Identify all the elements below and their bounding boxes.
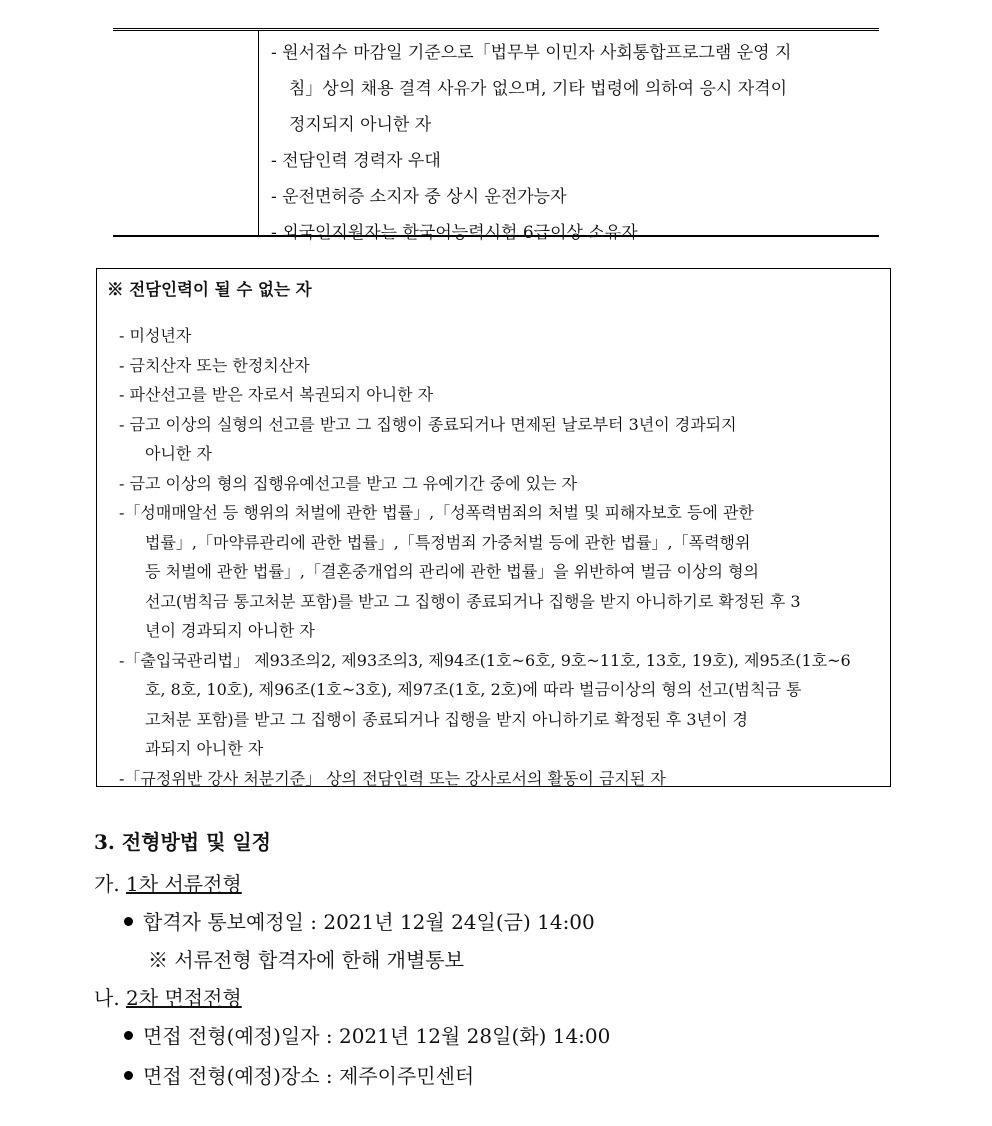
list-item: - 전담인력 경력자 우대 <box>271 151 441 171</box>
document-note <box>148 946 464 974</box>
list-item: 선고(범칙금 통고처분 포함)를 받고 그 집행이 종료되거나 집행을 받지 아니하기로 확정된 후 3 <box>145 591 801 611</box>
list-item <box>124 1022 610 1050</box>
list-item: 정지되지 아니한 자 <box>289 115 432 135</box>
list-item: 년이 경과되지 아니한 자 <box>145 621 315 640</box>
list-item: - 미성년자 <box>119 326 192 345</box>
list-item: 고처분 포함)를 받고 그 집행이 종료되거나 집행을 받지 아니하기로 확정된 후 3년이 경 <box>145 709 748 729</box>
bullet-icon <box>124 1071 133 1080</box>
bullet-icon <box>124 917 133 926</box>
table-column-divider <box>258 31 259 235</box>
disqualification-list <box>119 321 882 793</box>
list-item: - 금고 이상의 실형의 선고를 받고 그 집행이 종료되거나 면제된 날로부터 3년이 경과되지 <box>119 414 737 434</box>
disqualification-title: ※ 전담인력이 될 수 없는 자 <box>107 280 312 299</box>
eligibility-cell <box>271 35 869 251</box>
list-item: - 원서접수 마감일 기준으로「법무부 이민자 사회통합프로그램 운영 지 <box>271 43 792 63</box>
subsection-na <box>94 984 242 1012</box>
subsection-na-prefix: 나. <box>94 986 127 1010</box>
list-item: 아니한 자 <box>145 444 212 463</box>
list-item <box>124 908 595 936</box>
list-item: - 금치산자 또는 한정치산자 <box>119 355 310 375</box>
subsection-ga-prefix: 가. <box>94 872 127 896</box>
list-item: - 금고 이상의 형의 집행유예선고를 받고 그 유예기간 중에 있는 자 <box>119 473 578 493</box>
subsection-ga-title: 1차 서류전형 <box>126 872 242 896</box>
list-item: -「규정위반 강사 처분기준」 상의 전담인력 또는 강사로서의 활동이 금지된 자 <box>119 768 666 788</box>
subsection-na-title: 2차 면접전형 <box>126 986 242 1010</box>
list-item: 등 처벌에 관한 법률」,「결혼중개업의 관리에 관한 법률」을 위반하여 벌금 이상의 형의 <box>145 562 759 581</box>
section-heading: 3. 전형방법 및 일정 <box>94 830 272 854</box>
list-item: 침」상의 채용 결격 사유가 없으며, 기타 법령에 의하여 응시 자격이 <box>289 79 788 99</box>
eligibility-table <box>113 28 879 243</box>
list-item: - 파산선고를 받은 자로서 복권되지 아니한 자 <box>119 385 434 404</box>
interview-place-text: 면접 전형(예정)장소 : 제주이주민센터 <box>143 1064 475 1088</box>
list-item: - 운전면허증 소지자 중 상시 운전가능자 <box>271 187 567 207</box>
subsection-ga <box>94 870 242 898</box>
list-item: 과되지 아니한 자 <box>145 739 264 758</box>
list-item: 호, 8호, 10호), 제96조(1호~3호), 제97조(1호, 2호)에 따라 벌금이상의 형의 선고(범칙금 통 <box>145 680 802 699</box>
list-item <box>124 1062 474 1090</box>
disqualification-box <box>96 268 891 787</box>
list-item: - 외국인지원자는 한국어능력시험 6급이상 소유자 <box>271 223 638 243</box>
bullet-icon <box>124 1031 133 1040</box>
notice-date-text: 합격자 통보예정일 : 2021년 12월 24일(금) 14:00 <box>143 910 595 934</box>
list-item: -「성매매알선 등 행위의 처벌에 관한 법률」,「성폭력범죄의 처벌 및 피해자보호 등에 관한 <box>119 503 754 522</box>
list-item: 법률」,「마약류관리에 관한 법률」,「특정범죄 가중처벌 등에 관한 법률」,「폭력행위 <box>145 532 751 552</box>
list-item: -「출입국관리법」 제93조의2, 제93조의3, 제94조(1호~6호, 9호~11호, 13호, 19호), 제95조(1호~6 <box>119 650 851 670</box>
interview-date-text: 면접 전형(예정)일자 : 2021년 12월 28일(화) 14:00 <box>143 1024 611 1048</box>
document-note-text: ※ 서류전형 합격자에 한해 개별통보 <box>148 948 464 972</box>
